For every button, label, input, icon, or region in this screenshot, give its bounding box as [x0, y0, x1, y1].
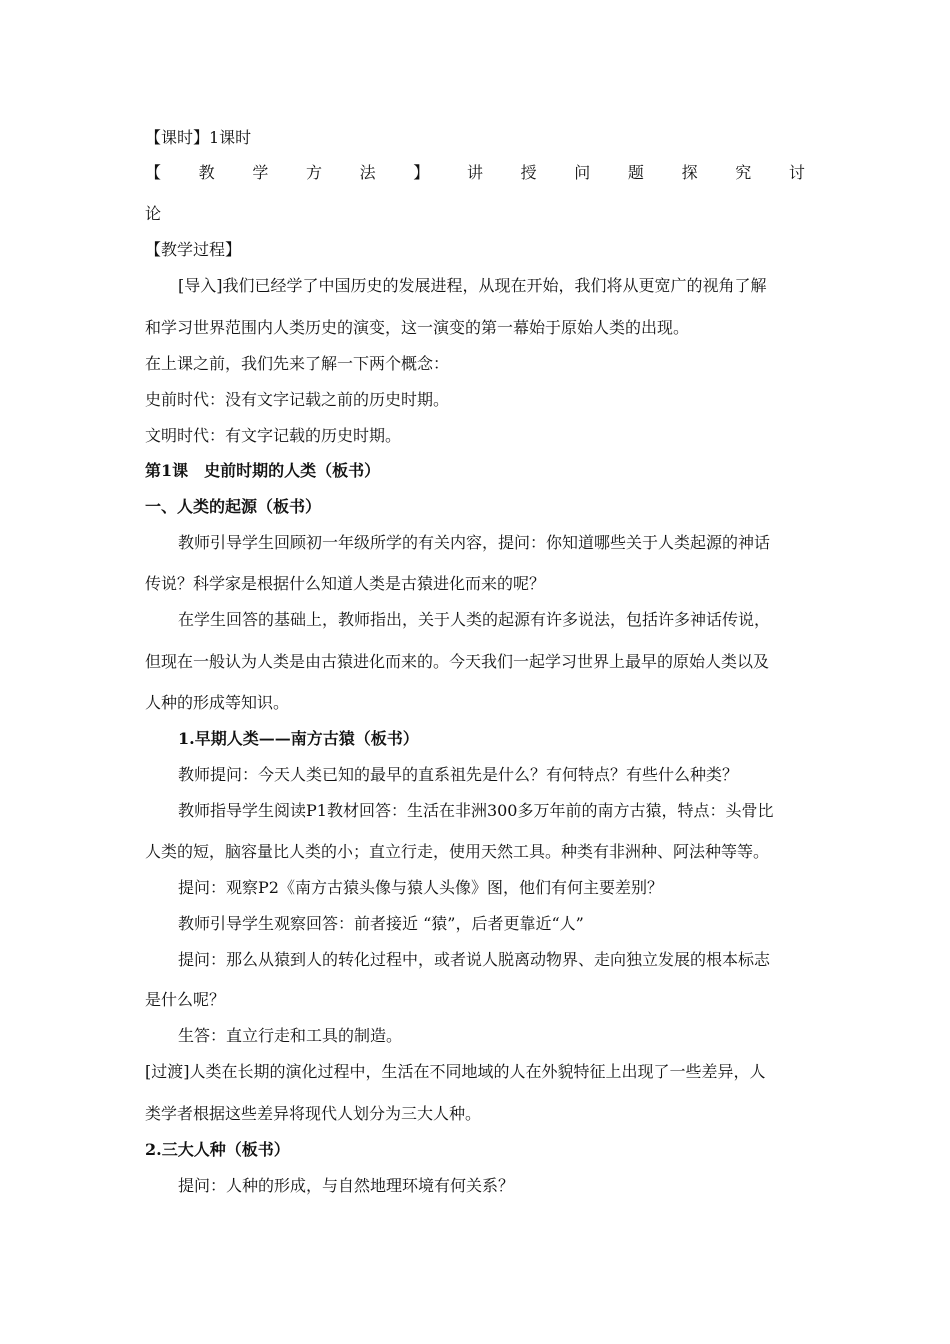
- method-char: 讨: [788, 163, 805, 182]
- method-char: 究: [735, 163, 752, 182]
- question-3-line-2: 是什么呢？: [145, 990, 226, 1009]
- paragraph-2-line-3: 人种的形成等知识。: [145, 693, 290, 712]
- question-4: 提问：人种的形成，与自然地理环境有何关系？: [178, 1176, 515, 1195]
- paragraph-2-line-1: 在学生回答的基础上，教师指出，关于人类的起源有许多说法，包括许多神话传说，: [178, 610, 771, 629]
- paragraph-1-line-2: 传说？科学家是根据什么知道人类是古猿进化而来的呢？: [145, 574, 546, 593]
- method-char: 学: [252, 163, 269, 182]
- method-char: 问: [574, 163, 591, 182]
- lesson-hours: 【课时】1课时: [145, 128, 252, 147]
- answer-3: 生答：直立行走和工具的制造。: [178, 1026, 403, 1045]
- method-char: 方: [305, 163, 322, 182]
- section-heading-1: 一、人类的起源（板书）: [145, 497, 322, 516]
- answer-1-line-2: 人类的短，脑容量比人类的小；直立行走，使用天然工具。种类有非洲种、阿法种等等。: [145, 842, 770, 861]
- method-char: 】: [413, 163, 430, 182]
- transition-line-1: [过渡]人类在长期的演化过程中，生活在不同地域的人在外貌特征上出现了一些差异，人: [145, 1062, 766, 1081]
- lesson-title: 第1课 史前时期的人类（板书）: [145, 461, 381, 480]
- answer-2: 教师引导学生观察回答：前者接近 “猿”，后者更靠近“人”: [178, 914, 584, 933]
- paragraph-2-line-2: 但现在一般认为人类是由古猿进化而来的。今天我们一起学习世界上最早的原始人类以及: [145, 652, 770, 671]
- method-char: 探: [681, 163, 698, 182]
- teaching-method-line: [145, 162, 805, 184]
- question-1: 教师提问：今天人类已知的最早的直系祖先是什么？有何特点？有些什么种类？: [178, 765, 739, 784]
- method-char: 授: [520, 163, 537, 182]
- method-char: 教: [198, 163, 215, 182]
- civilization-definition: 文明时代：有文字记载的历史时期。: [145, 426, 402, 445]
- subheading-three-races: 2.三大人种（板书）: [145, 1140, 290, 1159]
- prehistoric-definition: 史前时代：没有文字记载之前的历史时期。: [145, 390, 450, 409]
- method-char: 题: [627, 163, 644, 182]
- teaching-method-tail: 论: [145, 204, 162, 223]
- transition-line-2: 类学者根据这些差异将现代人划分为三大人种。: [145, 1104, 482, 1123]
- method-char: 法: [359, 163, 376, 182]
- question-2: 提问：观察P2《南方古猿头像与猿人头像》图，他们有何主要差别？: [178, 878, 663, 897]
- answer-1-line-1: 教师指导学生阅读P1教材回答：生活在非洲300多万年前的南方古猿，特点：头骨比: [178, 801, 774, 820]
- intro-line-1: [导入]我们已经学了中国历史的发展进程，从现在开始，我们将从更宽广的视角了解: [178, 276, 767, 295]
- subheading-early-humans: 1.早期人类——南方古猿（板书）: [178, 729, 419, 748]
- method-char: 讲: [466, 163, 483, 182]
- intro-line-2: 和学习世界范围内人类历史的演变，这一演变的第一幕始于原始人类的出现。: [145, 318, 690, 337]
- process-heading: 【教学过程】: [145, 240, 242, 259]
- pre-class-text: 在上课之前，我们先来了解一下两个概念：: [145, 354, 450, 373]
- paragraph-1-line-1: 教师引导学生回顾初一年级所学的有关内容，提问：你知道哪些关于人类起源的神话: [178, 533, 771, 552]
- question-3-line-1: 提问：那么从猿到人的转化过程中，或者说人脱离动物界、走向独立发展的根本标志: [178, 950, 771, 969]
- method-char: 【: [145, 163, 162, 182]
